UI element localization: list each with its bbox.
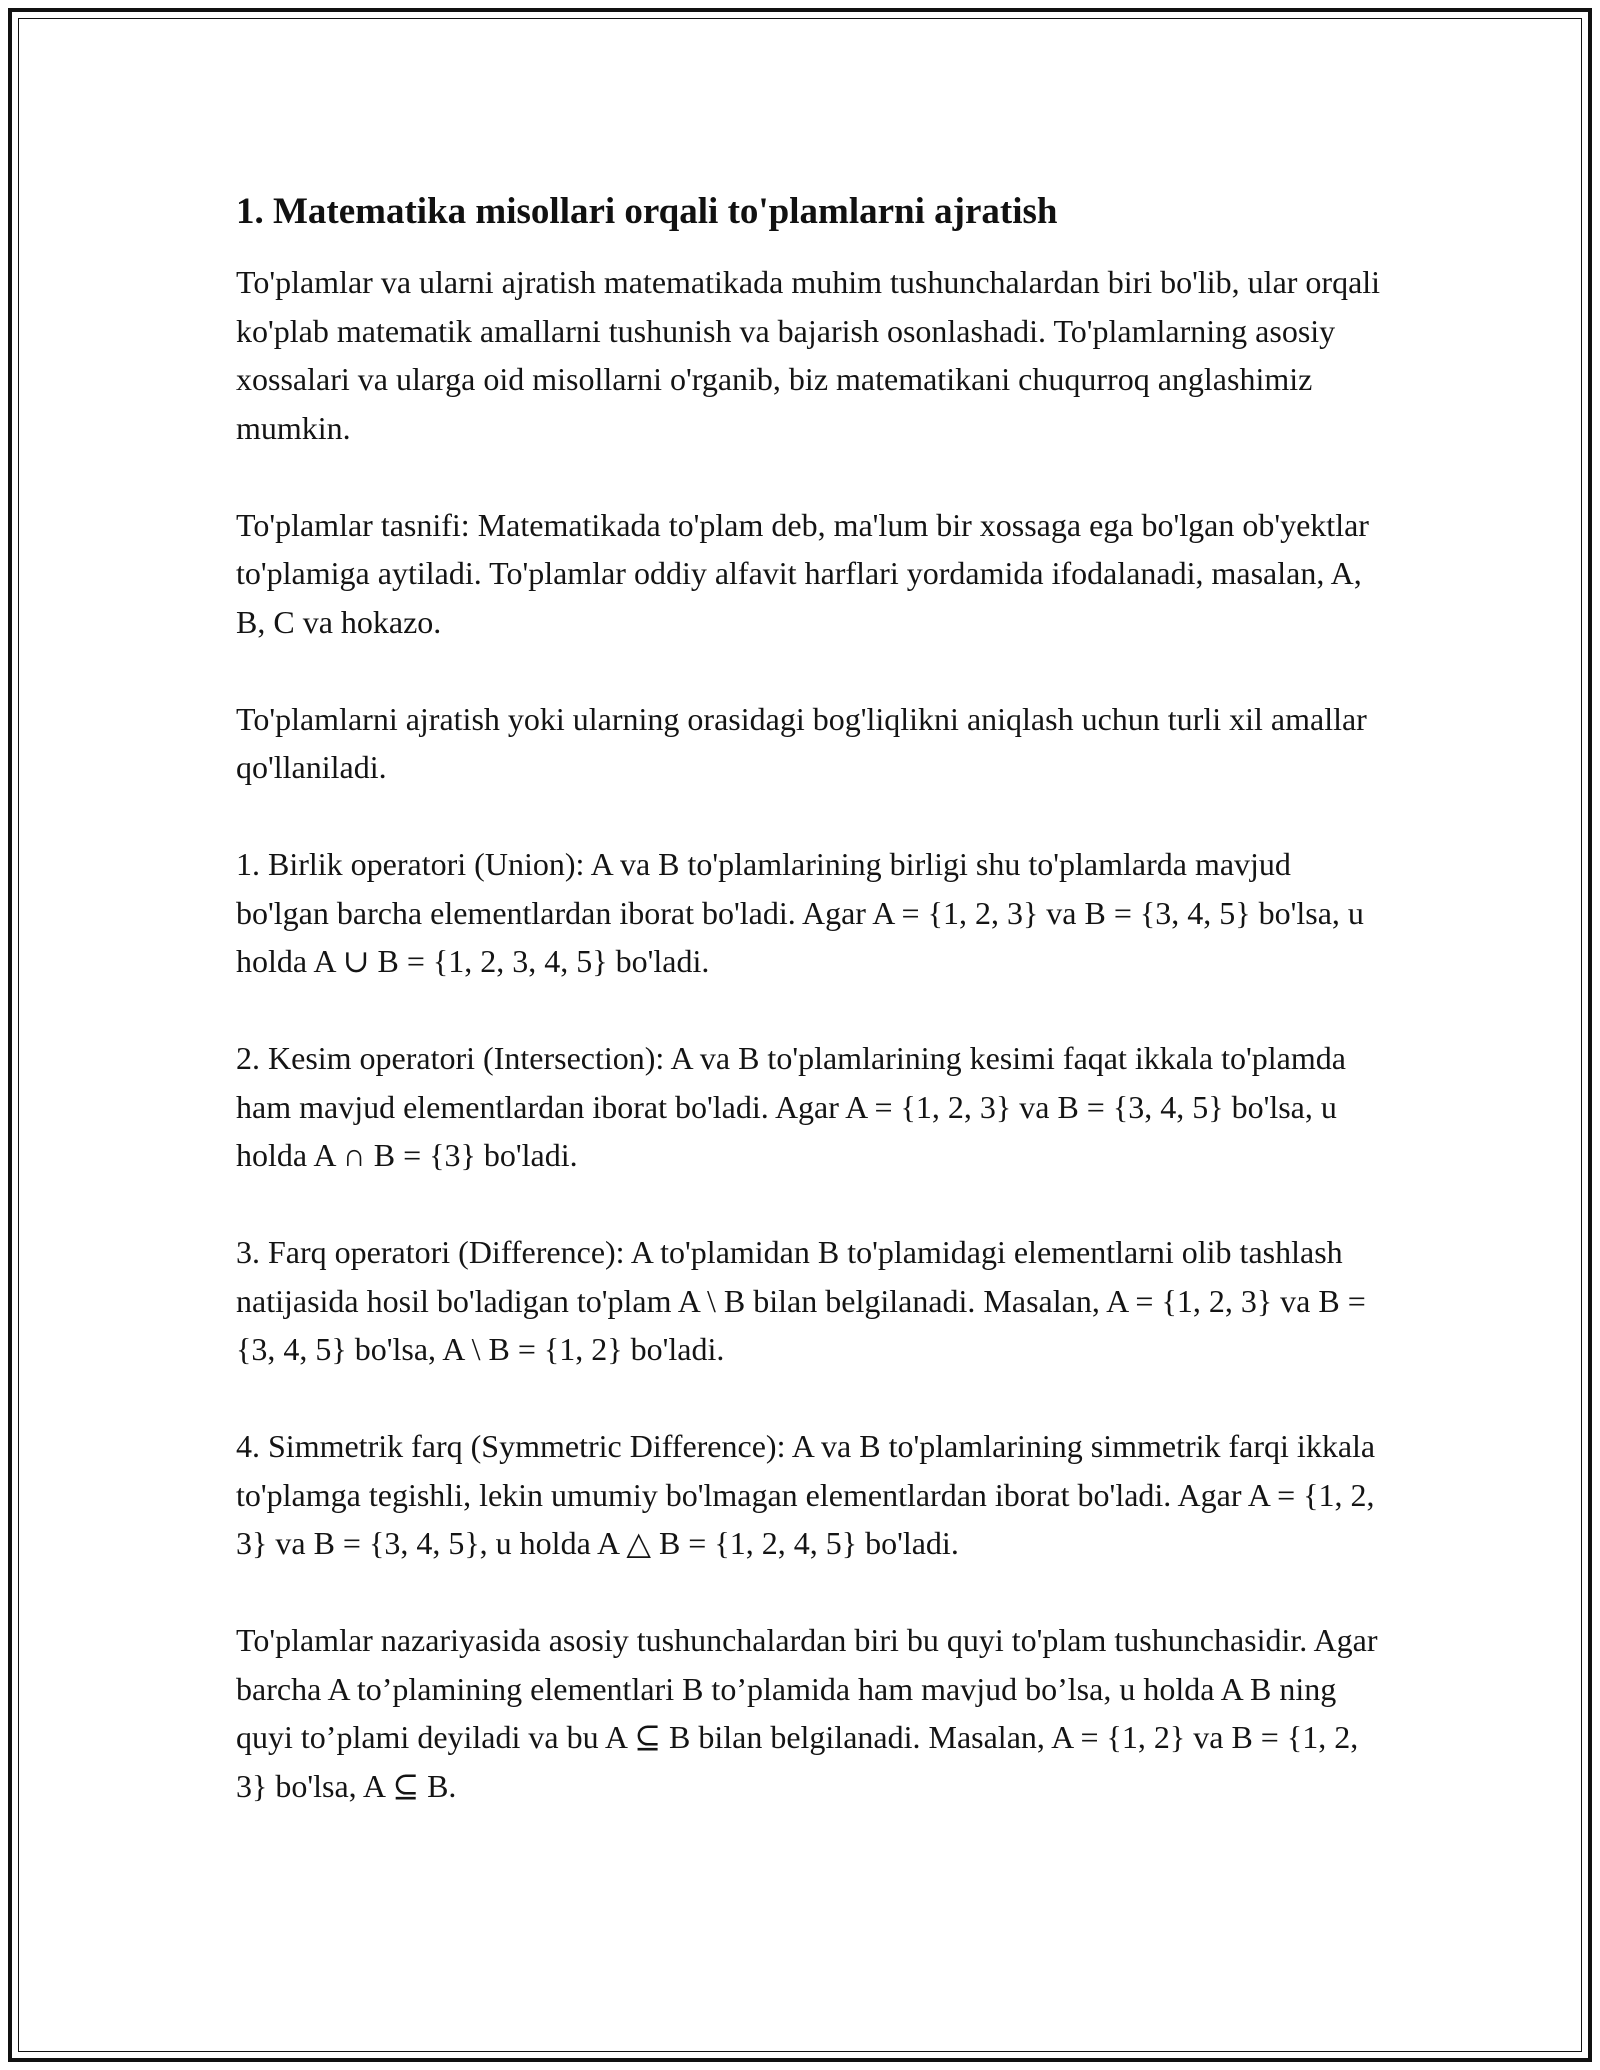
paragraph-operations-intro: To'plamlarni ajratish yoki ularning orasidagi bog'liqlikni aniqlash uchun turli xil amallar qo'llaniladi. <box>236 700 1367 785</box>
paragraph-intro: To'plamlar va ularni ajratish matematikada muhim tushunchalardan biri bo'lib, ular orqali ko'plab matematik amallarni tushunish va bajarish osonlashadi. To'plamlarning asosiy xossalari va ularga oid misollarni o'rganib, biz matematikani chuqurroq anglashimiz mumkin. <box>236 264 1381 446</box>
document-title: 1. Matematika misollari orqali to'plamlarni ajratish <box>236 191 1058 232</box>
paragraph-intersection: 2. Kesim operatori (Intersection): A va B to'plamlarining kesimi faqat ikkala to'plamda ham mavjud elementlardan iborat bo'ladi. Agar A = {1, 2, 3} va B = {3, 4, 5} bo'lsa, u holda A ∩ B = {3} bo'ladi. <box>236 1040 1346 1173</box>
paragraph-difference: 3. Farq operatori (Difference): A to'plamidan B to'plamidagi elementlarni olib tashlash natijasida hosil bo'ladigan to'plam A \ B bilan belgilanadi. Masalan, A = {1, 2, 3} va B = {3, 4, 5} bo'lsa, A \ B = {1, 2} bo'ladi. <box>236 1234 1366 1367</box>
paragraph-symmetric-difference: 4. Simmetrik farq (Symmetric Difference): A va B to'plamlarining simmetrik farqi ikkala to'plamga tegishli, lekin umumiy bo'lmagan elementlardan iborat bo'ladi. Agar A = {1, 2, 3} va B = {3, 4, 5}, u holda A △ B = {1, 2, 4, 5} bo'ladi. <box>236 1428 1376 1561</box>
paragraph-subset: To'plamlar nazariyasida asosiy tushunchalardan biri bu quyi to'plam tushunchasidir. Agar barcha A to’plamining elementlari B to’plamida ham mavjud bo’lsa, u holda A B ning quyi to’plami deyiladi va bu A ⊆ B bilan belgilanadi. Masalan, A = {1, 2} va B = {1, 2, 3} bo'lsa, A ⊆ B. <box>236 1622 1378 1804</box>
paragraph-classification: To'plamlar tasnifi: Matematikada to'plam deb, ma'lum bir xossaga ega bo'lgan ob'yektlar to'plamiga aytiladi. To'plamlar oddiy alfavit harflari yordamida ifodalanadi, masalan, A, B, C va hokazo. <box>236 506 1369 640</box>
document-body <box>236 186 1386 1810</box>
paragraph-union: 1. Birlik operatori (Union): A va B to'plamlarining birligi shu to'plamlarda mavjud bo'lgan barcha elementlardan iborat bo'ladi. Agar A = {1, 2, 3} va B = {3, 4, 5} bo'lsa, u holda A ∪ B = {1, 2, 3, 4, 5} bo'ladi. <box>236 846 1364 979</box>
